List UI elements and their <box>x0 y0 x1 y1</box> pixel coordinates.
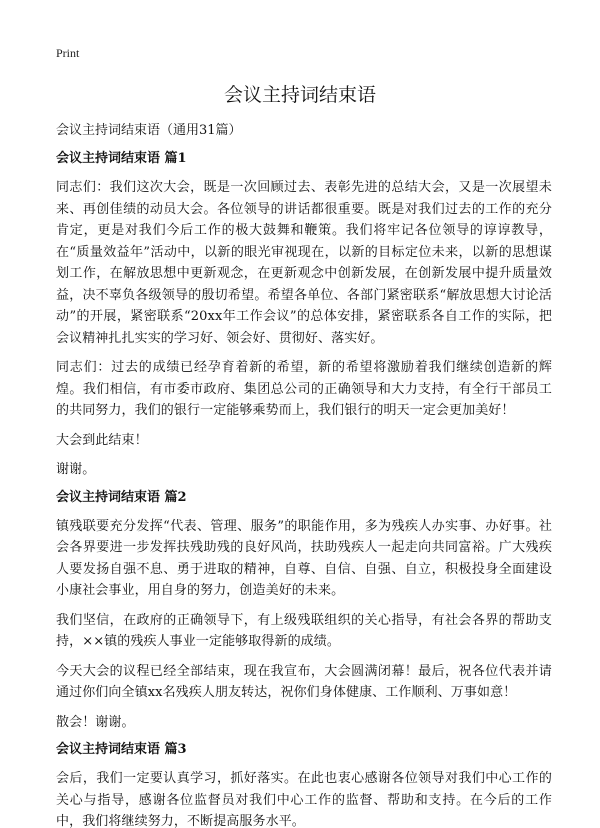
section-3 <box>56 741 552 828</box>
section-1 <box>56 150 552 481</box>
section-heading: 会议主持词结束语 篇1 <box>56 151 187 166</box>
paragraph: 今天大会的议程已经全部结束，现在我宣布，大会圆满闭幕！最后，祝各位代表并请通过你们向全镇xx名残疾人朋友转达，祝你们身体健康、工作顺利、万事如意！ <box>56 663 552 700</box>
paragraph: 同志们：过去的成绩已经孕育着新的希望，新的希望将激励着我们继续创造新的辉煌。我们相信，有市委市政府、集团总公司的正确领导和大力支持，有全行干部员工的共同努力，我们的银行一定能够乘势而上，我们银行的明天一定会更加美好！ <box>56 360 552 418</box>
document-subtitle: 会议主持词结束语（通用31篇） <box>56 123 242 138</box>
paragraph: 我们坚信，在政府的正确领导下，有上级残联组织的关心指导，有社会各界的帮助支持，××镇的残疾人事业一定能够取得新的成绩。 <box>56 612 552 649</box>
section-2 <box>56 489 552 734</box>
paragraph: 大会到此结束！ <box>56 432 148 448</box>
paragraph: 同志们：我们这次大会，既是一次回顾过去、表彰先进的总结大会，又是一次展望未来、再创佳绩的动员大会。各位领导的讲话都很重要。既是对我们过去的工作的充分肯定，更是对我们今后工作的极大鼓舞和鞭策。我们将牢记各位领导的谆谆教导，在“质量效益年”活动中，以新的眼光审视现在，以新的目标定位未来，以新的思想谋划工作，在解放思想中更新观念，在更新观念中创新发展，在创新发展中提升质量效益，决不辜负各级领导的殷切希望。希望各单位、各部门紧密联系“解放思想大讨论活动”的开展，紧密联系“20xx年工作会议”的总体安排，紧密联系各自工作的实际，把会议精神扎扎实实的学习好、领会好、贯彻好、落实好。 <box>56 180 552 346</box>
section-heading: 会议主持词结束语 篇3 <box>56 742 187 757</box>
paragraph: 散会！谢谢。 <box>56 714 135 730</box>
section-heading: 会议主持词结束语 篇2 <box>56 489 187 505</box>
paragraph: 谢谢。 <box>56 462 96 477</box>
print-link[interactable]: Print <box>56 46 80 60</box>
paragraph: 镇残联要充分发挥“代表、管理、服务”的职能作用，多为残疾人办实事、办好事。社会各界要进一步发挥扶残助残的良好风尚，扶助残疾人一起走向共同富裕。广大残疾人要发扬自强不息、勇于进取的精神，自尊、自信、自强、自立，积极投身全面建设小康社会事业，用自身的努力，创造美好的未来。 <box>56 518 552 598</box>
paragraph: 会后，我们一定要认真学习，抓好落实。在此也衷心感谢各位领导对我们中心工作的关心与指导，感谢各位监督员对我们中心工作的监督、帮助和支持。在今后的工作中，我们将继续努力，不断提高服务水平。 <box>56 771 552 828</box>
document-body <box>56 122 552 828</box>
page-title: 会议主持词结束语 <box>223 84 376 106</box>
